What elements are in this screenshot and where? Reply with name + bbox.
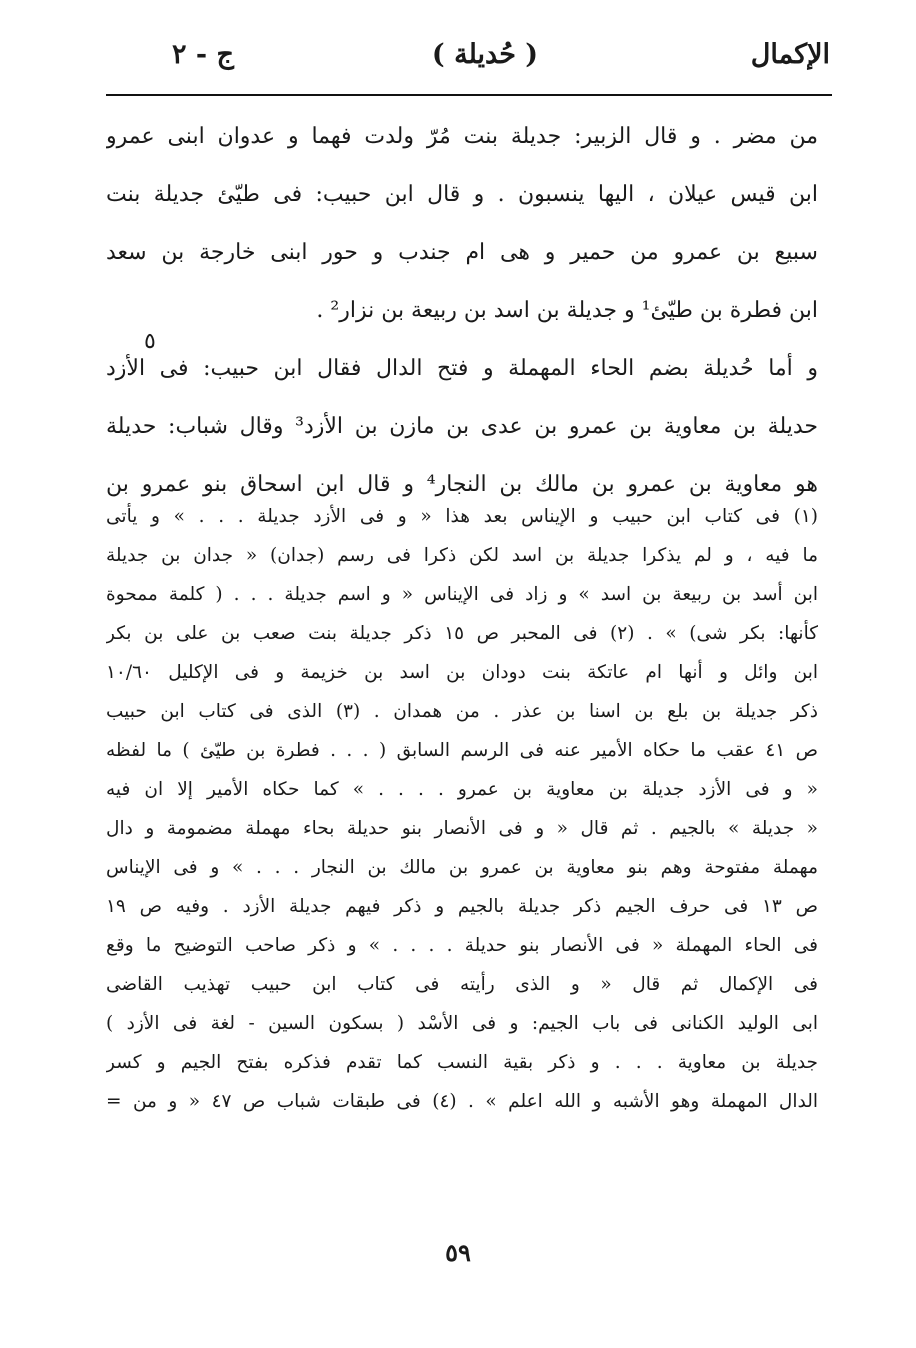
footnote-line: الدال المهملة وهو الأشبه و الله اعلم » . (٤) فى طبقات شباب ص ٤٧ « و من = — [106, 1091, 818, 1112]
book-title: الإكمال — [750, 39, 830, 70]
page-number: ٥٩ — [445, 1238, 471, 1267]
footnote-line: ابن أسد بن ربيعة بن اسد » و زاد فى الإيناس « و اسم جديلة . . . ( كلمة ممحوة — [106, 584, 818, 605]
text-line: و أما حُديلة بضم الحاء المهملة و فتح الدال فقال ابن حبيب: فى الأزد — [106, 356, 818, 381]
footnote-line: مهملة مفتوحة وهم بنو معاوية بن عمرو بن مالك بن النجار . . . » و فى الإيناس — [106, 857, 818, 878]
footnote-line: فى الحاء المهملة « فى الأنصار بنو حديلة . . . . » و ذكر صاحب التوضيح ما وقع — [106, 935, 818, 956]
footnote-line: « و فى الأزد جديلة بن معاوية بن عمرو . . . . » كما حكاه الأمير إلا ان فيه — [106, 779, 818, 800]
footnote-line: جديلة بن معاوية . . . و ذكر بقية النسب كما تقدم فذكره بفتح الجيم و كسر — [106, 1052, 818, 1073]
text-line: ابن فطرة بن طيّئ¹ و جديلة بن اسد بن ربيعة بن نزار² . — [316, 298, 818, 323]
text-line: سبيع بن عمرو من حمير و هى ام جندب و حور ابنى خارجة بن سعد — [106, 240, 818, 265]
footnote-line: ص ٤١ عقب ما حكاه الأمير عنه فى الرسم السابق ( . . . فطرة بن طيّئ ) ما لفظه — [106, 740, 818, 761]
main-text — [106, 108, 818, 514]
footnote-line: « جديلة » بالجيم . ثم قال « و فى الأنصار بنو حديلة بحاء مهملة مضمومة و دال — [106, 818, 818, 839]
entry-heading: ( حُديلة ) — [431, 39, 539, 70]
footnote-line: ذكر جديلة بن بلع بن اسنا بن عذر . من همدان . (٣) الذى فى كتاب ابن حبيب — [106, 701, 818, 722]
text-line: ابن قيس عيلان ، اليها ينسبون . و قال ابن حبيب: فى طيّئ جديلة بنت — [106, 182, 818, 207]
footnotes — [106, 497, 818, 1121]
footnote-line: ابن وائل و أنها ام عاتكة بنت دودان بن اسد بن خزيمة و فى الإكليل ١٠/٦٠ — [106, 662, 818, 683]
footnote-line: ابى الوليد الكنانى فى باب الجيم: و فى الأسْد ( بسكون السين - لغة فى الأزد ) — [106, 1013, 818, 1034]
text-line: هو معاوية بن عمرو بن مالك بن النجار⁴ و قال ابن اسحاق بنو عمرو بن — [106, 472, 818, 497]
text-line: حديلة بن معاوية بن عمرو بن عدى بن مازن بن الأزد³ وقال شباب: حديلة — [106, 414, 818, 439]
text-line: من مضر . و قال الزبير: جديلة بنت مُرّ ولدت فهما و عدوان ابنى عمرو — [106, 124, 818, 149]
line-number-marker: ٥ — [144, 329, 156, 354]
volume-number: ج - ٢ — [172, 39, 234, 70]
footnote-line: ما فيه ، و لم يذكرا جديلة بن اسد لكن ذكرا فى رسم (جدان) « جدان بن جديلة — [106, 545, 818, 566]
footnote-line: كأنها: بكر شى) » . (٢) فى المحبر ص ١٥ ذكر جديلة بنت صعب بن على بن بكر — [106, 623, 818, 644]
footnote-line: ص ١٣ فى حرف الجيم ذكر جديلة بالجيم و ذكر فيهم جديلة الأزد . وفيه ص ١٩ — [106, 896, 818, 917]
header-rule — [106, 94, 832, 96]
running-head — [140, 30, 830, 80]
footnote-line: فى الإكمال ثم قال « و الذى رأيته فى كتاب ابن حبيب تهذيب القاضى — [106, 974, 818, 995]
footnote-line: (١) فى كتاب ابن حبيب و الإيناس بعد هذا « و فى الأزد جديلة . . . » و يأتى — [106, 506, 818, 527]
